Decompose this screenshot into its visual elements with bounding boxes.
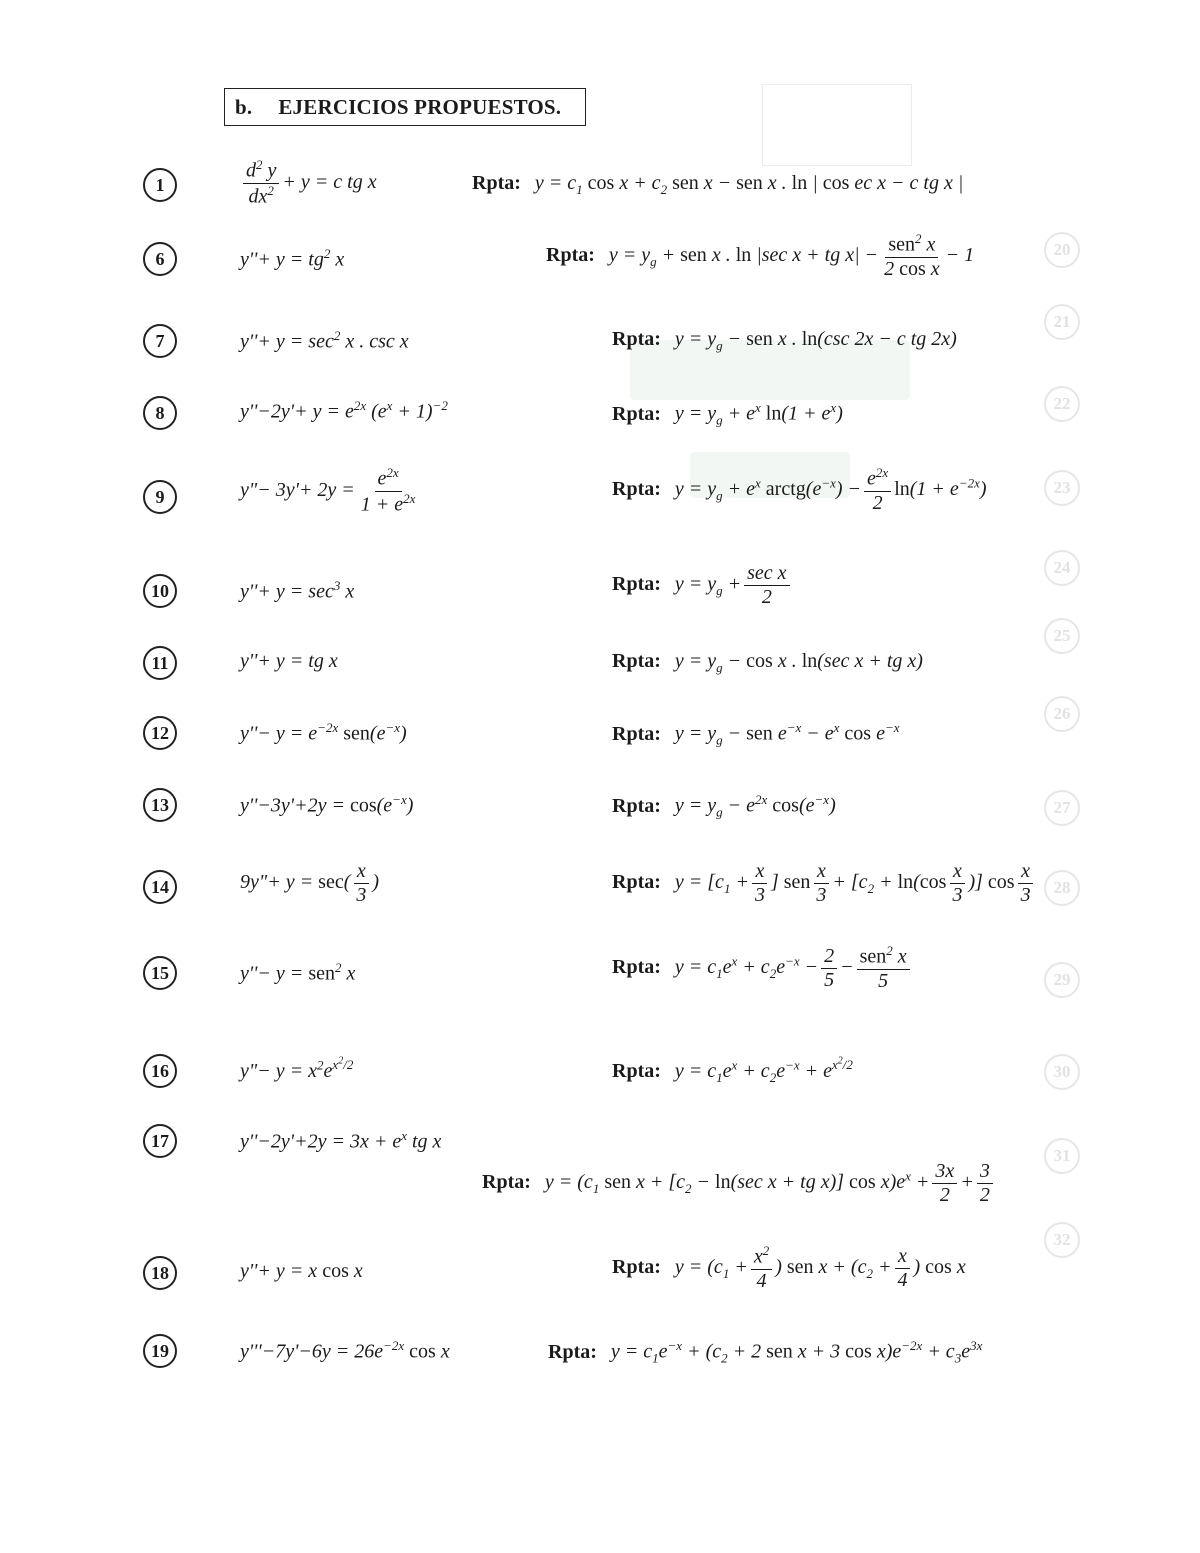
problem-row — [0, 466, 1200, 526]
problem-number: 1 — [143, 168, 177, 202]
bleed-through-number: 31 — [1044, 1138, 1080, 1174]
problem-equation: $y''+ y = tg^2$ x — [240, 246, 345, 271]
problem-answer: Rpta: $y = c_1e^{-x} + (c_2 + 2$ sen x + 3 $\cos x)e^{-2x} + c_3e^{3x}$ — [548, 1338, 983, 1366]
problem-number: 14 — [143, 870, 177, 904]
problem-row — [0, 157, 1200, 210]
problem-number: 15 — [143, 956, 177, 990]
problem-equation: y''− y = sen$^2$ x — [240, 960, 356, 985]
bleed-through-number: 30 — [1044, 1054, 1080, 1090]
problem-equation: $y'''-7y'-6y = 26e^{-2x}$ cos x — [240, 1338, 450, 1363]
problem-equation: $y''-2y'+2y = 3x + e^x$ tg x — [240, 1128, 442, 1153]
problem-number: 18 — [143, 1256, 177, 1290]
section-title: EJERCICIOS PROPUESTOS. — [278, 94, 562, 119]
bleed-through-number: 28 — [1044, 870, 1080, 906]
problem-answer: Rpta: $y = (c_1$ + $\frac{x^2}{4}$ ) sen $x + (c_2$ + $\frac{x}{4}$ ) cos x — [612, 1243, 966, 1292]
problem-row — [0, 716, 1200, 752]
problem-answer: Rpta: $y = [c_1$ + $\frac{x}{3}$ ] sen $\frac{x}{3}$ + [$c_2 + \ln(\cos$ $\frac{x}{3}$ )] cos $\frac{x}{3}$ — [612, 860, 1037, 907]
section-letter: b. — [235, 94, 253, 119]
problem-number: 6 — [143, 242, 177, 276]
bleed-through-number: 32 — [1044, 1222, 1080, 1258]
bleed-through-number: 22 — [1044, 386, 1080, 422]
problem-answer: Rpta: $y = y_g$ − sen $e^{-x} - e^x$ $\cos e^{-x}$ — [612, 720, 900, 748]
problem-equation: y''+ y = tg x — [240, 650, 338, 672]
problem-row — [0, 1244, 1200, 1304]
problem-equation: $y''-3y'+2y = \cos(e^{-x})$ — [240, 792, 414, 817]
problem-row — [0, 646, 1200, 682]
problem-answer: Rpta: $y = y_g$ + $\frac{\text{sec x}}{2}$ — [612, 562, 793, 609]
problem-answer: Rpta: $y = y_g$ + sen x . ln |sec x + tg x| − $\frac{sen^2 x}{\text{2 cos x}}$ − 1 — [546, 231, 975, 280]
section-header — [224, 88, 586, 126]
bleed-through-number: 26 — [1044, 696, 1080, 732]
problem-answer: Rpta: $y = y_g$ − sen x . ln(csc 2x − c tg 2x) — [612, 328, 957, 353]
bleed-through-number: 25 — [1044, 618, 1080, 654]
problem-row — [0, 1334, 1200, 1370]
problem-equation: $\frac{d^2 y}{dx^2}$ + y = c tg x — [240, 158, 377, 208]
problem-row — [0, 324, 1200, 360]
problem-row — [0, 396, 1200, 432]
problem-equation: $y''- y = e^{-2x}$ $sen(e^{-x})$ — [240, 720, 407, 745]
problem-row — [0, 1122, 1200, 1222]
problem-row — [0, 560, 1200, 616]
problem-equation: y"− $y = x^2e^{x^2/2}$ — [240, 1056, 354, 1082]
problem-number: 9 — [143, 480, 177, 514]
bleed-through-number: 20 — [1044, 232, 1080, 268]
problem-answer: Rpta: $y = y_g - e^{2x}$ $\cos(e^{-x})$ — [612, 792, 836, 820]
problem-equation: $y''-2y'+ y = e^{2x}$ $(e^x + 1)^{-2}$ — [240, 398, 448, 423]
bleed-through-number: 29 — [1044, 962, 1080, 998]
problem-answer: Rpta: $y = y_g + e^x$ $arctg(e^{-x})$ − $\frac{e^{2x}}{2}$ $\ln(1 + e^{-2x})$ — [612, 465, 987, 514]
bleed-through-matrix — [762, 84, 912, 166]
problem-number: 17 — [143, 1124, 177, 1158]
problem-row — [0, 232, 1200, 288]
problem-number: 10 — [143, 574, 177, 608]
problem-answer: Rpta: $y = y_g + e^x$ $\ln(1 + e^x)$ — [612, 400, 843, 428]
problem-number: 8 — [143, 396, 177, 430]
problem-number: 13 — [143, 788, 177, 822]
problem-equation: $y''+ y = \sec^3 x$ — [240, 578, 355, 603]
bleed-through-number: 21 — [1044, 304, 1080, 340]
problem-answer: Rpta: $y = c_1e^x + c_2e^{-x}$ − $\frac{2}{5}$ − $\frac{sen^2 x}{5}$ — [612, 944, 913, 993]
problem-answer: Rpta: $y = c_1e^x + c_2e^{-x} + e^{x^2/2}$ — [612, 1056, 853, 1085]
bleed-through-number: 27 — [1044, 790, 1080, 826]
problem-answer: Rpta: $y = (c_1$ sen $x + [c_2 - \ln(\sec$ x + tg x)] $\cos x)e^x$ + $\frac{3x}{2}$ + $\frac{3}{2}$ — [482, 1160, 996, 1207]
problem-row — [0, 1034, 1200, 1094]
problem-number: 11 — [143, 646, 177, 680]
problem-number: 7 — [143, 324, 177, 358]
problem-answer: Rpta: $y = y_g - \cos x$ . ln(sec x + tg x) — [612, 650, 923, 675]
problem-row — [0, 944, 1200, 1000]
problem-number: 16 — [143, 1054, 177, 1088]
bleed-through-number: 24 — [1044, 550, 1080, 586]
bleed-through-number: 23 — [1044, 470, 1080, 506]
problem-equation: y"− 3y'+ 2y = $\frac{e^{2x}}{1 + e^{2x}}$ — [240, 465, 416, 516]
problem-number: 12 — [143, 716, 177, 750]
problem-row — [0, 858, 1200, 914]
problem-answer: Rpta: $y = c_1$ $\cos x + c_2$ sen x − sen x . ln | cos ec x − c tg x | — [472, 172, 964, 197]
problem-equation: 9y"+ y = sec( $\frac{x}{3}$ ) — [240, 860, 380, 906]
problem-row — [0, 788, 1200, 824]
problem-equation: y''+ y = x cos x — [240, 1260, 363, 1282]
problem-equation: $y''+ y = \sec^2 x$ . csc x — [240, 328, 409, 353]
problem-number: 19 — [143, 1334, 177, 1368]
